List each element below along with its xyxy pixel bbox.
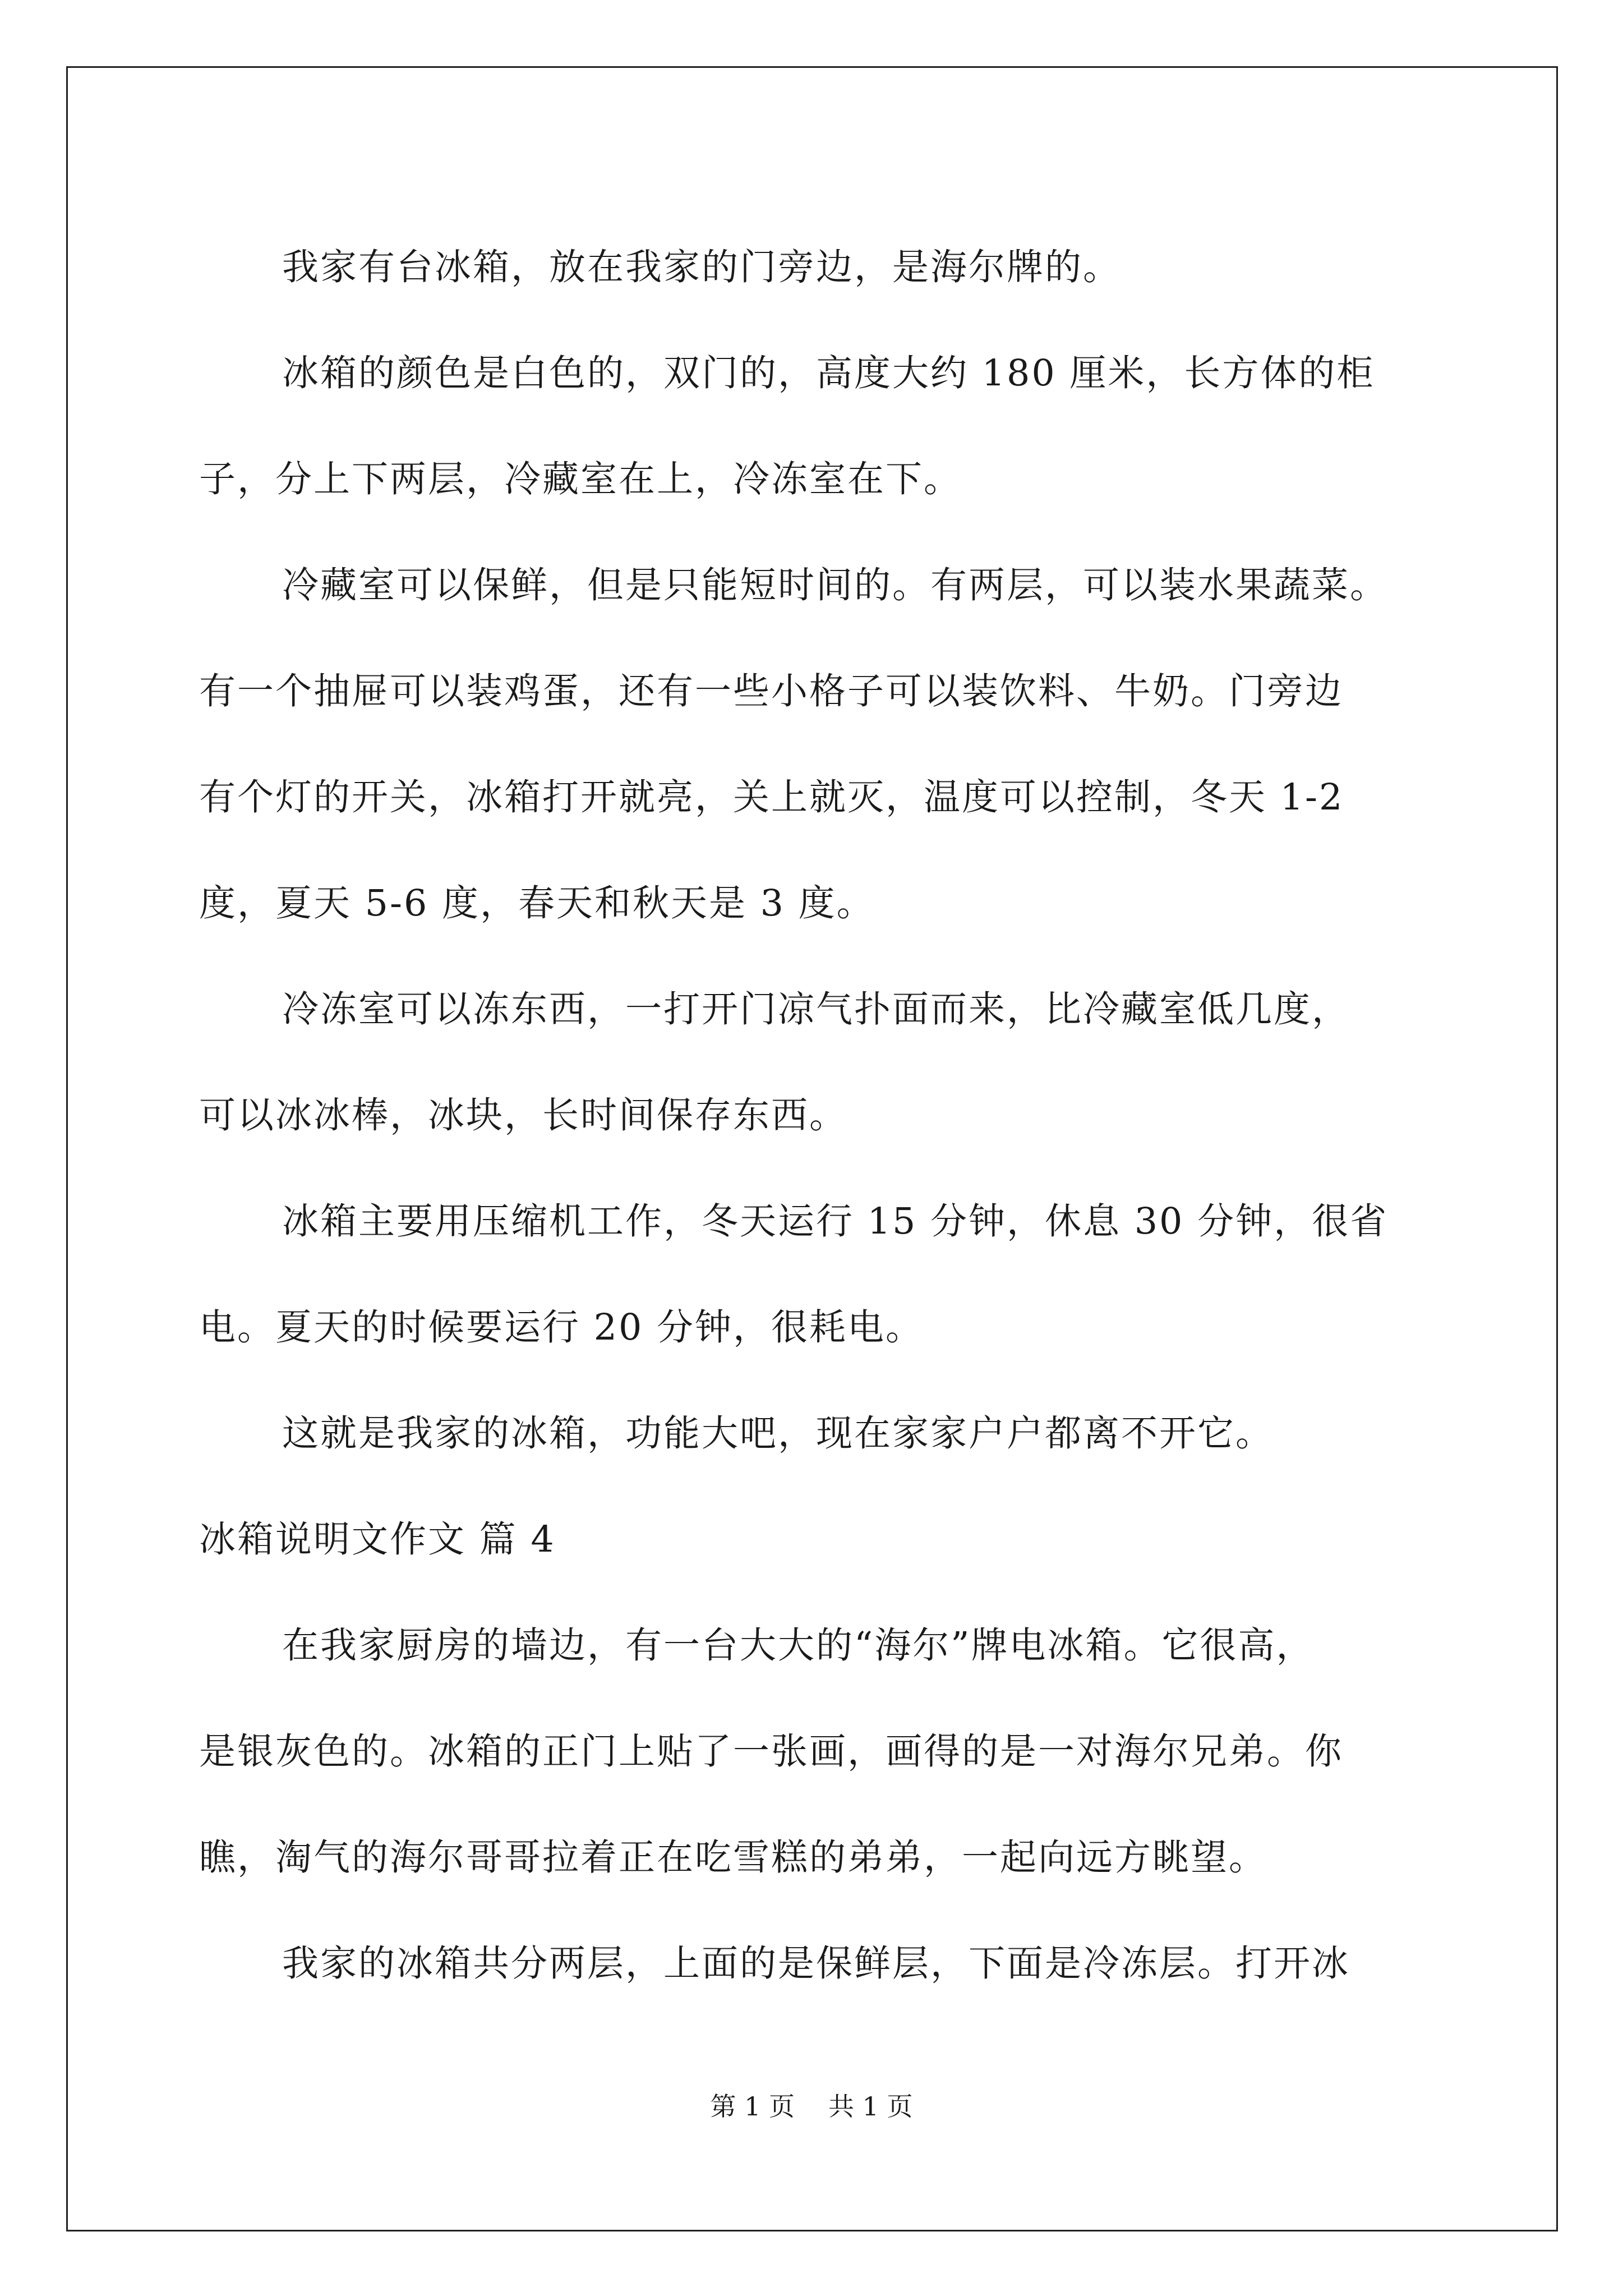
- text-line: 我家有台冰箱，放在我家的门旁边，是海尔牌的。: [282, 246, 1122, 288]
- text-line: 有一个抽屉可以装鸡蛋，还有一些小格子可以装饮料、牛奶。门旁边: [199, 670, 1344, 712]
- text-line: 冷冻室可以冻东西，一打开门凉气扑面而来，比冷藏室低几度，: [282, 988, 1350, 1030]
- page-total: 共 1 页: [828, 2091, 913, 2122]
- text-line: 电。夏天的时候要运行 20 分钟，很耗电。: [199, 1306, 924, 1349]
- text-line: 瞧，淘气的海尔哥哥拉着正在吃雪糕的弟弟，一起向远方眺望。: [199, 1837, 1267, 1879]
- document-body: [199, 214, 1433, 2017]
- section-heading: 冰箱说明文作文 篇 4: [199, 1519, 556, 1561]
- text-line: 我家的冰箱共分两层，上面的是保鲜层，下面是冷冻层。打开冰: [282, 1943, 1350, 1985]
- text-line: 是银灰色的。冰箱的正门上贴了一张画，画得的是一对海尔兄弟。你: [199, 1731, 1344, 1773]
- page-number: 第 1 页: [710, 2091, 795, 2122]
- text-line: 这就是我家的冰箱，功能大吧，现在家家户户都离不开它。: [282, 1412, 1274, 1455]
- text-line: 在我家厨房的墙边，有一台大大的“海尔”牌电冰箱。它很高，: [282, 1625, 1315, 1667]
- text-line: 冷藏室可以保鲜，但是只能短时间的。有两层，可以装水果蔬菜。: [282, 564, 1389, 606]
- page-footer: [0, 2090, 1623, 2123]
- text-line: 有个灯的开关，冰箱打开就亮，关上就灭，温度可以控制，冬天 1-2: [199, 776, 1344, 818]
- text-line: 冰箱的颜色是白色的，双门的，高度大约 180 厘米，长方体的柜: [282, 352, 1375, 394]
- text-line: 度，夏天 5-6 度，春天和秋天是 3 度。: [199, 882, 875, 924]
- text-line: 可以冰冰棒，冰块，长时间保存东西。: [199, 1094, 848, 1137]
- text-line: 冰箱主要用压缩机工作，冬天运行 15 分钟，休息 30 分钟，很省: [282, 1200, 1389, 1243]
- text-line: 子，分上下两层，冷藏室在上，冷冻室在下。: [199, 458, 962, 500]
